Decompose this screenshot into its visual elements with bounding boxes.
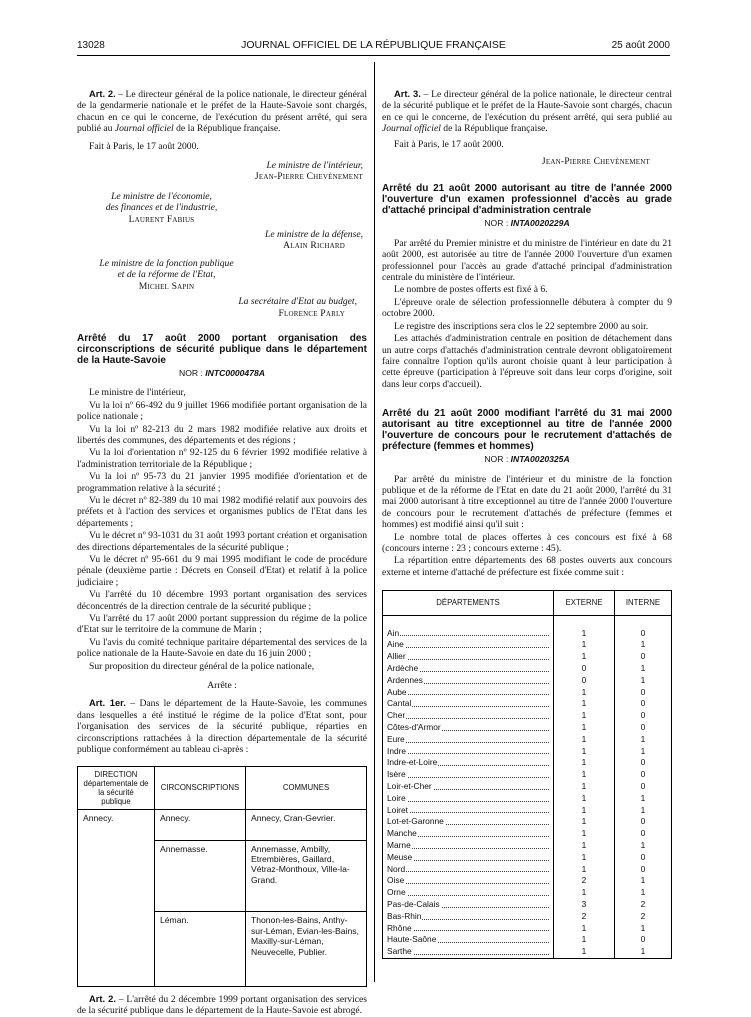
signature-defense: Le ministre de la défense, Alain Richard xyxy=(265,229,363,252)
departement-name: Marne xyxy=(383,840,554,852)
table-row xyxy=(383,864,672,876)
departement-name: Eure xyxy=(383,734,554,746)
departement-name: Cantal xyxy=(383,698,554,710)
table-row xyxy=(383,663,672,675)
table-row xyxy=(383,793,672,805)
externe-value: 1 xyxy=(554,852,615,864)
externe-value: 1 xyxy=(554,628,615,640)
table-row xyxy=(383,757,672,769)
col-departements: DÉPARTEMENTS xyxy=(383,591,554,615)
departement-name: Rhône xyxy=(383,923,554,935)
signature-interieur: Le ministre de l'intérieur, Jean-Pierre Chevènement xyxy=(254,160,363,183)
externe-value: 2 xyxy=(554,875,615,887)
col-interne: INTERNE xyxy=(615,591,672,615)
interne-value: 1 xyxy=(615,793,672,805)
arrete-title-haute-savoie: Arrêté du 17 août 2000 portant organisation des circonscriptions de sécurité publique dans le département de la Haute-Savoie xyxy=(77,332,367,366)
col-externe: EXTERNE xyxy=(554,591,615,615)
interne-value: 1 xyxy=(615,639,672,651)
table-row xyxy=(383,816,672,828)
fait-a-paris: Fait à Paris, le 17 août 2000. xyxy=(89,140,199,152)
table-row xyxy=(383,828,672,840)
article-2: Art. 2. – Le directeur général de la police nationale, le directeur général de la gendarmerie nationale et le préfet de la Haute-Savoie sont chargés, chacun en ce qui le concerne, de l'exécution du présent arrêté, qui sera publié au Journal officiel de la République française. xyxy=(77,88,367,135)
table-row xyxy=(383,875,672,887)
table-row xyxy=(383,852,672,864)
interne-value: 0 xyxy=(615,781,672,793)
externe-value: 0 xyxy=(554,663,615,675)
table-row xyxy=(383,651,672,663)
table-row xyxy=(383,746,672,758)
interne-value: 0 xyxy=(615,722,672,734)
interne-value: 1 xyxy=(615,734,672,746)
departement-name: Indre xyxy=(383,746,554,758)
col-communes: COMMUNES xyxy=(246,766,367,809)
departement-name: Manche xyxy=(383,828,554,840)
departement-name: Haute-Saône xyxy=(383,934,554,946)
table-row: Annemasse. Annemasse, Ambilly, Etrembières, Gaillard, Vétraz-Monthoux, Ville-la-Grand. xyxy=(78,840,367,912)
article-2-abrogation: Art. 2. – L'arrêté du 2 décembre 1999 portant organisation des services de la sécurité publique dans le département de la Haute-Savoie est abrogé. xyxy=(77,992,367,1016)
table-row: Annecy. Annecy. Annecy, Cran-Gevrier. xyxy=(78,809,367,840)
interne-value: 1 xyxy=(615,805,672,817)
table-row xyxy=(383,639,672,651)
externe-value: 2 xyxy=(554,911,615,923)
page-number: 13028 xyxy=(77,40,105,51)
interne-value: 1 xyxy=(615,675,672,687)
interne-value: 0 xyxy=(615,816,672,828)
table-row xyxy=(383,628,672,640)
issue-date: 25 août 2000 xyxy=(611,40,670,51)
externe-value: 1 xyxy=(554,639,615,651)
interne-value: 0 xyxy=(615,828,672,840)
externe-value: 1 xyxy=(554,805,615,817)
externe-value: 1 xyxy=(554,840,615,852)
circonscriptions-table xyxy=(77,766,367,987)
arrete-title-attache-principal: Arrêté du 21 août 2000 autorisant au titre de l'année 2000 l'ouverture d'un examen professionnel d'accès au grade d'attaché principal d'administration centrale xyxy=(382,183,672,217)
departement-name: Nord xyxy=(383,864,554,876)
table-row xyxy=(383,923,672,935)
departement-name: Allier xyxy=(383,651,554,663)
table-row xyxy=(383,698,672,710)
arrete-2-body: Par arrêté du Premier ministre et du ministre de l'intérieur en date du 21 août 2000, est autorisée au titre de l'année 2000 l'ouverture d'un examen professionnel pour l'accès au grade d'attaché principal d'administration centrale du ministère de l'intérieur. Le nombre de postes offerts est fixé à 6. L'épreuve orale de sélection professionnelle débutera à compter du 9 octobre 2000. Le registre des inscriptions sera clos le 22 septembre 2000 au soir. Les attachés d'administration centrale en position de détachement dans un autre corps d'attachés d'administration centrale devront obligatoirement faire connaître l'option qu'ils auront choisie quant à leur participation à cette épreuve (participation à l'épreuve soit dans leur corps d'origine, soit dans leur corps d'accueil). xyxy=(382,237,672,390)
externe-value: 1 xyxy=(554,710,615,722)
nor-reference: NOR : INTC0000478A xyxy=(179,367,265,378)
nor-reference-2: NOR : INTA0020229A xyxy=(484,218,570,229)
interne-value: 1 xyxy=(615,840,672,852)
arrete-word: Arrête : xyxy=(207,680,237,692)
page-header xyxy=(77,40,670,54)
departement-name: Côtes-d'Armor xyxy=(383,722,554,734)
col-direction: DIRECTION départementale de la sécurité publique xyxy=(78,766,155,809)
article-1: Art. 1er. – Dans le département de la Haute-Savoie, les communes dans lesquelles a été institué le régime de la police d'Etat sont, pour l'organisation des services de la sécurité publique, réparties en circonscriptions rattachées à la direction départementale de la sécurité publique conformément au tableau ci-après : xyxy=(77,697,367,756)
left-column xyxy=(77,88,367,1017)
externe-value: 1 xyxy=(554,923,615,935)
departement-name: Pas-de-Calais xyxy=(383,899,554,911)
externe-value: 1 xyxy=(554,698,615,710)
externe-value: 1 xyxy=(554,757,615,769)
externe-value: 1 xyxy=(554,746,615,758)
article-3: Art. 3. – Le directeur général de la police nationale, le directeur central de la sécurité publique et le préfet de la Haute-Savoie sont chargés, chacun en ce qui le concerne, de l'exécution du présent arrêté, qui sera publié au Journal officiel de la République française. xyxy=(382,88,672,135)
externe-value: 0 xyxy=(554,675,615,687)
departement-name: Ardèche xyxy=(383,663,554,675)
externe-value: 1 xyxy=(554,934,615,946)
table-row xyxy=(383,722,672,734)
interne-value: 0 xyxy=(615,934,672,946)
externe-value: 1 xyxy=(554,769,615,781)
signature-budget: La secrétaire d'Etat au budget, Florence Parly xyxy=(238,296,357,319)
table-row xyxy=(383,934,672,946)
interne-value: 2 xyxy=(615,911,672,923)
arrete-3-body: Par arrêté du ministre de l'intérieur et du ministre de la fonction publique et de la réforme de l'Etat en date du 21 août 2000, l'arrêté du 31 mai 2000 autorisant à titre exceptionnel au titre de l'année 2000 l'ouverture de concours pour le recrutement d'attachés de préfecture (femmes et hommes) est modifié ainsi qu'il suit : Le nombre total de places offertes à ces concours est fixé à 68 (concours interne : 23 ; concours externe : 45). La répartition entre départements des 68 postes ouverts aux concours externe et interne d'attaché de préfecture est fixée comme suit : xyxy=(382,473,672,578)
interne-value: 0 xyxy=(615,687,672,699)
interne-value: 2 xyxy=(615,899,672,911)
externe-value: 1 xyxy=(554,793,615,805)
departement-name: Bas-Rhin xyxy=(383,911,554,923)
departement-name: Indre-et-Loire xyxy=(383,757,554,769)
externe-value: 1 xyxy=(554,946,615,958)
externe-value: 1 xyxy=(554,816,615,828)
table-row xyxy=(383,769,672,781)
externe-value: 1 xyxy=(554,781,615,793)
departement-name: Orne xyxy=(383,887,554,899)
signature-chevenement: Jean-Pierre Chevènement xyxy=(541,156,650,168)
externe-value: 1 xyxy=(554,722,615,734)
signature-economie: Le ministre de l'économie, des finances et de l'industrie, Laurent Fabius xyxy=(105,190,218,225)
departement-name: Loire xyxy=(383,793,554,805)
departement-name: Sarthe xyxy=(383,946,554,958)
externe-value: 1 xyxy=(554,828,615,840)
externe-value: 1 xyxy=(554,687,615,699)
interne-value: 0 xyxy=(615,757,672,769)
interne-value: 0 xyxy=(615,769,672,781)
nor-reference-3: NOR : INTA0020325A xyxy=(484,454,570,465)
table-row xyxy=(383,899,672,911)
fait-a-paris-2: Fait à Paris, le 17 août 2000. xyxy=(394,138,504,150)
interne-value: 0 xyxy=(615,864,672,876)
header-rule xyxy=(77,55,670,56)
table-row xyxy=(383,734,672,746)
col-circonscriptions: CIRCONSCRIPTIONS xyxy=(155,766,246,809)
interne-value: 1 xyxy=(615,887,672,899)
departement-name: Loiret xyxy=(383,805,554,817)
interne-value: 1 xyxy=(615,875,672,887)
externe-value: 1 xyxy=(554,864,615,876)
table-row xyxy=(383,675,672,687)
departement-name: Aube xyxy=(383,687,554,699)
signature-fonction-publique: Le ministre de la fonction publique et de la réforme de l'Etat, Michel Sapin xyxy=(99,257,234,292)
interne-value: 1 xyxy=(615,946,672,958)
table-row xyxy=(383,805,672,817)
interne-value: 1 xyxy=(615,746,672,758)
externe-value: 3 xyxy=(554,899,615,911)
interne-value: 0 xyxy=(615,628,672,640)
departement-name: Aine xyxy=(383,639,554,651)
departement-name: Cher xyxy=(383,710,554,722)
departements-table xyxy=(382,590,672,959)
table-row xyxy=(383,946,672,958)
column-separator xyxy=(374,62,375,982)
journal-title: JOURNAL OFFICIEL DE LA RÉPUBLIQUE FRANÇAISE xyxy=(241,39,506,51)
interne-value: 1 xyxy=(615,663,672,675)
table-row xyxy=(383,687,672,699)
departement-name: Oise xyxy=(383,875,554,887)
externe-value: 1 xyxy=(554,651,615,663)
right-column xyxy=(382,88,672,959)
table-row xyxy=(383,781,672,793)
departement-name: Ain xyxy=(383,628,554,640)
externe-value: 1 xyxy=(554,734,615,746)
interne-value: 0 xyxy=(615,651,672,663)
table-row xyxy=(383,840,672,852)
departement-name: Loir-et-Cher xyxy=(383,781,554,793)
externe-value: 1 xyxy=(554,887,615,899)
interne-value: 0 xyxy=(615,698,672,710)
departement-name: Ardennes xyxy=(383,675,554,687)
interne-value: 0 xyxy=(615,852,672,864)
table-row xyxy=(383,911,672,923)
visas: Le ministre de l'intérieur, Vu la loi nº 66-492 du 9 juillet 1966 modifiée portant organisation de la police nationale ; Vu la loi nº 82-213 du 2 mars 1982 modifiée relative aux droits et libertés des communes, des départements et des régions ; Vu la loi d'orientation nº 92-125 du 6 février 1992 modifiée relative à l'administration territoriale de la République ; Vu la loi nº 95-73 du 21 janvier 1995 modifiée d'orientation et de programmation relative à la sécurité ; Vu le décret nº 82-389 du 10 mai 1982 modifié relatif aux pouvoirs des préfets et à l'action des services et organismes publics de l'Etat dans les départements ; Vu le décret nº 93-1031 du 31 août 1993 portant création et organisation des directions départementales de la sécurité publique ; Vu le décret nº 95-661 du 9 mai 1995 modifiant le code de procédure pénale (deuxième partie : Décrets en Conseil d'Etat) et relatif à la police judiciaire ; Vu l'arrêté du 10 décembre 1993 portant organisation des services déconcentrés de la direction centrale de la sécurité publique ; Vu l'arrêté du 17 août 2000 portant suppression du régime de la police d'Etat sur le territoire de la commune de Marin ; Vu l'avis du comité technique paritaire départemental des services de la police nationale de la Haute-Savoie en date du 16 juin 2000 ; Sur proposition du directeur général de la police nationale, xyxy=(77,387,367,672)
arrete-title-attaches-prefecture: Arrêté du 21 août 2000 modifiant l'arrêté du 31 mai 2000 autorisant au titre exceptionnel au titre de l'année 2000 l'ouverture de concours pour le recrutement d'attachés de préfecture (femmes et hommes) xyxy=(382,408,672,453)
departement-name: Meuse xyxy=(383,852,554,864)
table-row xyxy=(383,887,672,899)
table-row xyxy=(383,710,672,722)
departement-name: Isère xyxy=(383,769,554,781)
interne-value: 1 xyxy=(615,923,672,935)
departement-name: Lot-et-Garonne xyxy=(383,816,554,828)
table-row: Léman. Thonon-les-Bains, Anthy-sur-Léman, Evian-les-Bains, Maxilly-sur-Léman, Neuvecelle, Publier. xyxy=(78,912,367,986)
interne-value: 0 xyxy=(615,710,672,722)
